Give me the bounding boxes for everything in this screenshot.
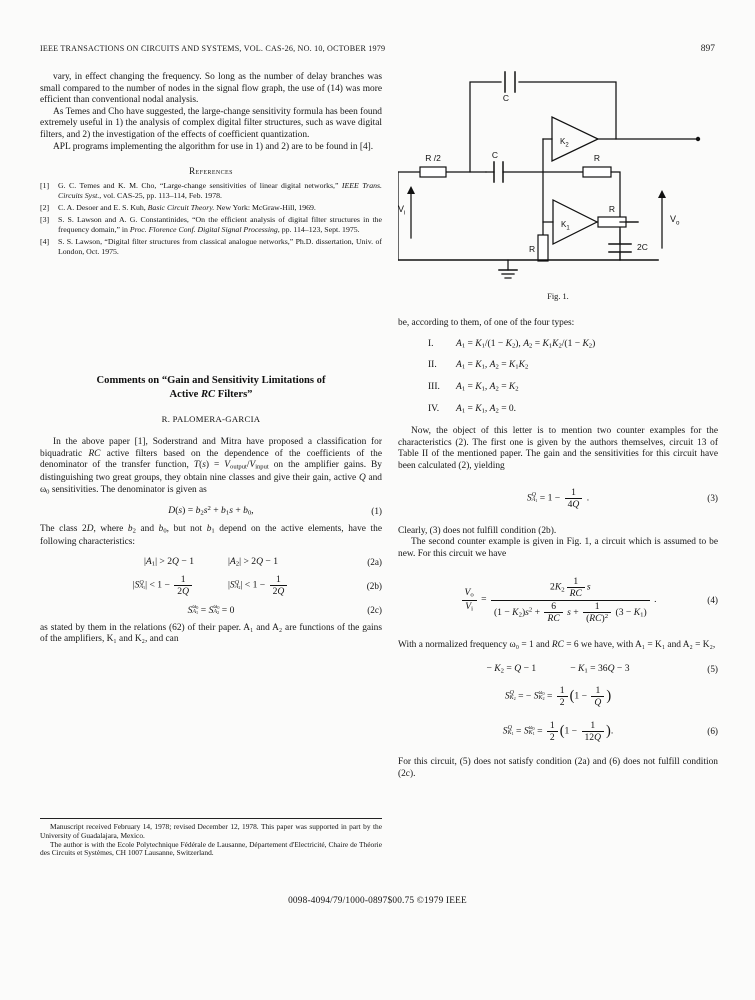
running-head [40, 44, 715, 54]
reference-italic: IEEE Trans. Circuits Syst. [58, 181, 382, 200]
paragraph-object-of-letter: Now, the object of this letter is to mention two counter examples for the characteristics (2). The first one is given by the authors themselves, circuit 13 of Table II of the mentioned paper. The gain and the sensitivities for this circuit have been calculated (2), yielding [398, 426, 718, 471]
equation-2b-body [40, 574, 382, 597]
figure-circuit-diagram [398, 60, 718, 305]
reference-post: , pp. 114–123, Sept. 1975. [277, 224, 360, 234]
article-title-line2 [40, 388, 382, 402]
reference-item [40, 203, 382, 212]
type-item [398, 382, 718, 393]
normalized-part-b: = 6 we have, with A₁ = K₁ and A₂ = K₂, [563, 639, 716, 650]
figure-caption: Fig. 1. [547, 292, 569, 301]
class-part-b: , where [93, 523, 128, 534]
class-part-d: , but not [166, 523, 207, 534]
article-title-rc: RC [200, 389, 216, 400]
equation-5-number: (5) [707, 664, 718, 674]
equation-5 [398, 663, 718, 675]
class-b0: $b_0$ [158, 523, 167, 535]
reference-text [58, 215, 382, 234]
equation-5-body [398, 663, 718, 675]
equation-6-number: (6) [707, 726, 718, 737]
left-column [40, 72, 382, 646]
reference-text [58, 237, 382, 256]
equation-2a-body [40, 556, 382, 568]
class-part-e: depend on the active elements, have the following characteristics: [40, 523, 382, 548]
reference-item [40, 181, 382, 200]
intro-rc: RC [88, 448, 101, 459]
article-author: R. PALOMERA-GARCIA [161, 414, 261, 424]
type-equation: $A_1 = K_1$, $A_2 = 0$. [456, 403, 517, 415]
article-title-pre: Active [169, 389, 201, 400]
equation-3 [398, 487, 718, 510]
equation-4 [398, 576, 718, 623]
equation-4-lhs: $\frac{V_o}{V_i}$ [462, 587, 477, 613]
footnote-block [40, 818, 382, 858]
equation-2c [40, 605, 382, 616]
equation-2b-number: (2b) [366, 580, 382, 591]
article-title [40, 374, 382, 402]
figure-label-vin: $V_i$ [398, 204, 406, 217]
equation-2b-left: |S Q $A_1$ | < 1 − $\frac{1}{2Q}$ [133, 574, 194, 597]
type-equation: $A_1 = K_1$, $A_2 = K_1K_2$ [456, 360, 529, 371]
paragraph-four-types: be, according to them, of one of the four types: [398, 318, 575, 328]
intro-part-a: In the above paper [1], Soderstrand and Mitra have proposed a classification for biquadratic [40, 437, 382, 459]
reference-text [58, 181, 382, 200]
reference-pre: C. A. Desoer and E. S. Kuh, [58, 202, 148, 212]
class-d: D [86, 523, 94, 534]
intro-transfer-fn: $T(s) = V_{output}/V_{input}$ [193, 460, 269, 471]
right-column [398, 318, 718, 780]
equation-2a-right: $|A_2| > 2Q - 1$ [228, 555, 279, 568]
figure-label-cap-mid: C [491, 150, 499, 160]
reference-number: [2] [40, 202, 50, 212]
class-b1: $b_1$ [206, 523, 215, 535]
equation-2c-body: S $\omega_0$ $A_1$ = S $\omega_0$ $A_2$ = 0 [187, 603, 235, 616]
references-heading: References [189, 166, 233, 177]
equation-2c-number: (2c) [367, 605, 382, 616]
figure-label-cap-2c: 2C [637, 242, 648, 252]
reference-post: , vol. CAS-25, pp. 113–114, Feb. 1978. [99, 190, 222, 200]
reference-text [58, 203, 382, 212]
type-equation: $A_1 = K_1/(1 - K_2)$, $A_2 = K_1K_2/(1 - K_2)$ [456, 338, 596, 350]
equation-2b-right: |S Q $A_2$ | < 1 − $\frac{1}{2Q}$ [228, 574, 289, 597]
type-equation: $A_1 = K_1$, $A_2 = K_2$ [456, 381, 519, 393]
figure-label-k2: $K_2$ [560, 137, 569, 149]
class-part-a: The class 2 [40, 523, 87, 534]
equation-5-right: − $K_1 = 36Q - 3$ [570, 663, 630, 675]
equation-2a-left: $|A_1| > 2Q - 1$ [143, 555, 194, 568]
normalized-rc: RC [551, 639, 564, 650]
equation-2b [40, 574, 382, 597]
footer-copyright: 0098-4094/79/1000-0897$00.75 ©1979 IEEE [288, 896, 467, 906]
reference-italic: Basic Circuit Theory. [147, 202, 215, 212]
type-roman: III. [428, 381, 440, 392]
article-title-line1: Comments on “Gain and Sensitivity Limitations of [96, 375, 326, 386]
type-roman: I. [428, 338, 434, 349]
paragraph-normalized [398, 640, 718, 652]
circuit-schematic-svg [398, 60, 718, 305]
type-item [398, 404, 718, 415]
paragraph-as-stated: as stated by them in the relations (62) of their paper. A₁ and A₂ are functions of the gains of the amplifiers, K₁ and K₂, and can [40, 622, 382, 645]
type-roman: IV. [428, 403, 440, 414]
intro-q-symbol: Q and $\omega_0$ [40, 473, 382, 496]
intro-part-c: on the amplifier gains. By distinguishing two great groups, they obtain nine classes and give their gain, active [40, 460, 382, 484]
equation-3-body: S Q $A_1$ = 1 − $\frac{1}{4Q}$ . [526, 486, 590, 510]
reference-italic: Proc. Florence Conf. Digital Signal Processing [129, 224, 278, 234]
figure-label-r-k1: R [608, 204, 616, 214]
footnote-affiliation: The author is with the Ecole Polytechnique Fédérale de Lausanne, Département d'Electricité, Chaire de Théorie des Circuits et Systèmes, CH 1007 Lausanne, Switzerland. [40, 839, 382, 858]
equation-5b [398, 685, 718, 708]
equation-6-body: S Q $K_1$ = S $\omega_0$ $K_1$ = $\frac{1}{2}$ (1 − $\frac{1}{12Q}$ ). [502, 719, 614, 743]
type-list [398, 339, 718, 415]
paragraph-conclusion: For this circuit, (5) does not satisfy condition (2a) and (6) does not fulfill condition (2c). [398, 756, 718, 779]
paragraph-apl: APL programs implementing the algorithm for use in 1) and 2) are to be found in [4]. [53, 141, 374, 152]
type-roman: II. [428, 360, 437, 371]
reference-pre: G. C. Temes and K. M. Cho, “Large-change sensitivities of linear digital networks,” [58, 181, 342, 191]
intro-part-d: sensitivities. The denominator is given as [49, 485, 207, 496]
footnote-manuscript: Manuscript received February 14, 1978; revised December 12, 1978. This paper was supported in part by the University of Guadalajara, Mexico. [40, 822, 382, 840]
figure-label-r-bottom: R [529, 244, 536, 254]
equation-3-number: (3) [707, 493, 718, 504]
paragraph-second-counter: The second counter example is given in Fig. 1, a circuit which is assumed to be new. For this circuit we have [398, 537, 718, 559]
reference-number: [4] [40, 237, 50, 247]
equation-4-body: $\frac{V_o}{V_i}$ = $2K_2$ $\frac{1}{RC}$ s $(1 - K_2)s^2$ + $\frac{6}{RC}$ s + $\frac{1}{(RC)^2}$ $(3 - K_1)$ . [460, 576, 657, 623]
equation-5-left: − $K_2 = Q - 1$ [486, 663, 537, 675]
type-item [398, 360, 718, 371]
equation-1-body: $D(s) = b_2s^2 + b_1s + b_0$, [168, 505, 254, 517]
normalized-part-a: With a normalized frequency ω₀ = 1 and [398, 639, 552, 650]
reference-number: [1] [40, 181, 50, 191]
article-title-post: Filters” [215, 389, 253, 400]
reference-post: New York: McGraw-Hill, 1969. [214, 202, 316, 212]
reference-pre: S. S. Lawson and A. G. Constantinides, “On the efficient analysis of digital filter structures in the frequency domain,” in [58, 215, 382, 234]
figure-label-k1: $K_1$ [561, 220, 570, 232]
equation-1-number: (1) [371, 506, 382, 517]
page-number: 897 [700, 44, 715, 54]
paragraph-continuation: vary, in effect changing the frequency. So long as the number of delay branches was small compared to the number of nodes in the signal flow graph, the use of (14) was more efficient than conventional nodal analysis. [40, 72, 382, 106]
paragraph-clearly: Clearly, (3) does not fulfill condition (2b). [398, 525, 557, 536]
intro-part-b: active filters based on the dependence of the coefficients of the denominator of the transfer function, [40, 448, 383, 471]
equation-4-rhs: $2K_2$ $\frac{1}{RC}$ s $(1 - K_2)s^2$ + $\frac{6}{RC}$ s + $\frac{1}{(RC)^2}$ $(3 - K_1)$ [491, 576, 650, 623]
reference-item [40, 215, 382, 234]
figure-label-r-half: R /2 [425, 153, 441, 163]
figure-label-vout: $V_o$ [670, 214, 680, 227]
equation-2a [40, 556, 382, 568]
figure-label-r-top: R [593, 153, 601, 163]
class-b2: $b_2$ [127, 523, 136, 535]
equation-6 [398, 720, 718, 743]
type-item [398, 339, 718, 350]
running-head-title: IEEE TRANSACTIONS ON CIRCUITS AND SYSTEMS, VOL. CAS-26, NO. 10, OCTOBER 1979 [40, 44, 386, 53]
reference-number: [3] [40, 215, 50, 225]
paragraph-class-2d [40, 524, 382, 549]
reference-item [40, 237, 382, 256]
reference-pre: S. S. Lawson, “Digital filter structures from classical analogue networks,” Ph.D. dissertation, Univ. of London, Oct. 1975. [58, 237, 382, 256]
equation-2a-number: (2a) [367, 556, 382, 567]
paragraph-intro [40, 437, 382, 498]
equation-5b-body: S Q $K_2$ = − S $\omega_0$ $K_2$ = $\frac{1}{2}$ (1 − $\frac{1}{Q}$ ) [504, 684, 612, 708]
class-part-c: and [135, 523, 159, 534]
equation-4-number: (4) [707, 595, 718, 605]
equation-1 [40, 505, 382, 517]
paragraph-temes-cho: As Temes and Cho have suggested, the large-change sensitivity formula has been found extremely useful in 1) the analysis of complex digital filter structures, such as wave digital filters, and 2) the investigation of the effects of coefficient quantization. [40, 106, 382, 140]
figure-label-cap-top: C [502, 93, 510, 103]
